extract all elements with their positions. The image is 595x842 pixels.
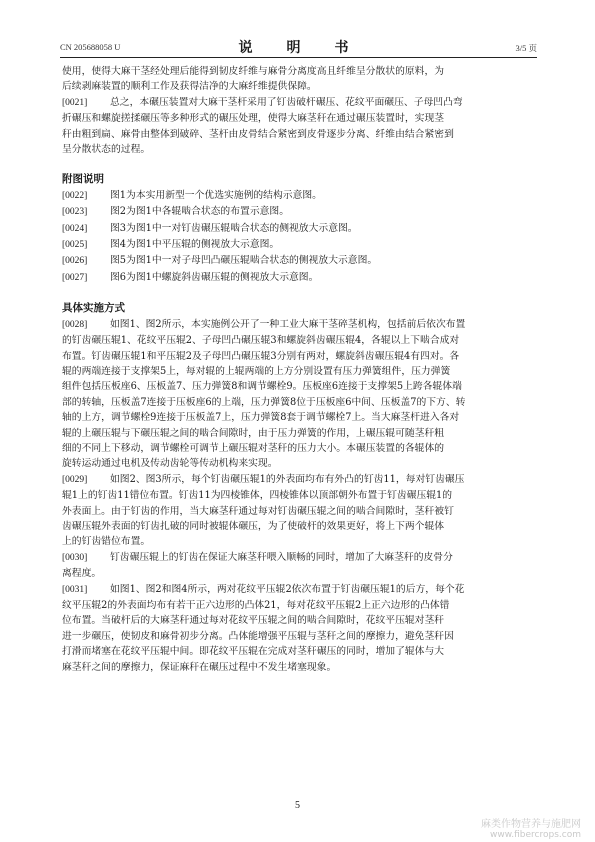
text-line: 上的钉齿错位布置。 [62, 536, 151, 548]
paragraph-text: 如图2、图3所示，每个钉齿碾压辊1的外表面均布有外凸的钉齿11，每对钉齿碾压 [110, 473, 465, 485]
paragraph-number: [0027] [62, 272, 88, 283]
document-body [62, 64, 537, 675]
paragraph-text: 如图1、图2和图4所示，两对花纹平压辊2依次布置于钉齿碾压辊1的后方，每个花 [110, 583, 465, 595]
text-line: 秆由粗到扁、麻骨由整体到破碎、茎杆由皮骨结合紧密到皮骨逐步分离、纤维由结合紧密到 [62, 128, 454, 140]
paragraph-line [62, 472, 537, 488]
paragraph-number: [0025] [62, 240, 88, 251]
text-line: 部的转轴，压板盖7连接于压板座6的上端，压力弹簧8位于压板座6中间、压板盖7的下方、转 [62, 396, 466, 408]
paragraph-line [62, 317, 537, 333]
text-line: 外表面上。由于钉齿的作用，当大麻茎秆通过每对钉齿碾压辊之间的啮合间隙时，茎秆被钉 [62, 505, 454, 517]
section-heading: 具体实施方式 [62, 302, 125, 315]
paragraph-line [62, 188, 537, 204]
paragraph-number: [0030] [62, 552, 88, 563]
text-line: 细的不同上下移动，调节螺栓可调节上碾压辊对茎秆的压力大小。本碾压装置的各辊体的 [62, 442, 445, 454]
text-line: 位布置。当破杆后的大麻茎秆通过每对花纹平压辊之间的啮合间隙时，花纹平压辊对茎秆 [62, 615, 445, 627]
text-line: 纹平压辊2的外表面均布有若干正六边形的凸体21，每对花纹平压辊2上正六边形的凸体错 [62, 600, 450, 611]
section-gap [62, 157, 537, 172]
paragraph-number: [0021] [62, 97, 88, 108]
paragraph-line [62, 253, 537, 269]
paragraph-number: [0031] [62, 584, 88, 595]
watermark-url: www.fibercrops.com [490, 830, 581, 840]
paragraph-line [62, 582, 537, 598]
page-header [60, 40, 537, 54]
paragraph-number: [0022] [62, 190, 88, 201]
watermark [481, 819, 581, 841]
text-line: 麻茎秆之间的摩擦力，保证麻秆在碾压过程中不发生堵塞现象。 [62, 661, 337, 673]
paragraph-text: 图4为图1中平压辊的侧视放大示意图。 [110, 239, 280, 251]
text-line: 使用，使得大麻干茎经处理后能得到韧皮纤维与麻骨分离度高且纤维呈分散状的原料，为 [62, 66, 445, 77]
text-line: 轴的上方，调节螺栓9连接于压板盖7上，压力弹簧8套于调节螺栓7上。当大麻茎杆进入各对 [62, 412, 460, 424]
paragraph-line [62, 550, 537, 566]
text-line: 旋转运动通过电机及传动齿轮等传动机构来实现。 [62, 458, 278, 470]
text-line: 的钉齿碾压辊1、花纹平压辊2、子母凹凸碾压辊3和螺旋斜齿碾压辊4，各辊以上下啮合成对 [62, 335, 460, 347]
paragraph-text: 图6为图1中螺旋斜齿碾压辊的侧视放大示意图。 [110, 271, 319, 283]
paragraph-line [62, 221, 537, 237]
text-line: 布置。钉齿碾压辊1和平压辊2及子母凹凸碾压辊3分别有两对，螺旋斜齿碾压辊4有四对。各 [62, 350, 460, 362]
text-line: 离程度。 [62, 568, 102, 580]
watermark-site-name: 麻类作物营养与施肥网 [481, 819, 581, 830]
text-line: 进一步碾压，使韧皮和麻骨初步分离。凸体能增强平压辊与茎秆之间的摩擦力，避免茎秆因 [62, 630, 454, 642]
paragraph-line [62, 270, 537, 286]
page-indicator: 3/5 页 [515, 43, 537, 53]
paragraph-text: 如图1、图2所示，本实施例公开了一种工业大麻干茎碎茎机构，包括前后依次布置 [110, 318, 466, 330]
paragraph-line [62, 95, 537, 111]
paragraph-text: 图2为图1中各辊啮合状态的布置示意图。 [110, 206, 290, 218]
paragraph-text: 图1为本实用新型一个优选实施例的结构示意图。 [110, 189, 322, 201]
paragraph-line [62, 204, 537, 220]
paragraph-number: [0026] [62, 256, 88, 267]
text-line: 后续剥麻装置的顺利工作及获得洁净的大麻纤维提供保障。 [62, 81, 317, 93]
text-line: 辊的两端连接于支撑架5上，每对辊的上辊两端的上方分别设置有压力弹簧组件，压力弹簧 [62, 365, 451, 377]
text-line: 组件包括压板座6、压板盖7、压力弹簧8和调节螺栓9。压板座6连接于支撑架5上跨各辊体端 [62, 381, 462, 393]
paragraph-number: [0029] [62, 474, 88, 485]
text-line: 打滑而堵塞在花纹平压辊中间。即花纹平压辊在完成对茎秆碾压的同时，增加了辊体与大 [62, 646, 445, 658]
text-line: 折碾压和螺旋搓揉碾压等多种形式的碾压处理，使得大麻茎秆在通过碾压装置时，实现茎 [62, 113, 445, 125]
document-title: 说 明 书 [238, 40, 359, 56]
paragraph-number: [0028] [62, 319, 88, 330]
paragraph-line [62, 237, 537, 253]
paragraph-text: 图3为图1中一对钉齿碾压辊啮合状态的侧视放大示意图。 [110, 222, 358, 234]
paragraph-number: [0023] [62, 207, 88, 218]
page-number: 5 [295, 800, 300, 811]
section-heading: 附图说明 [62, 173, 104, 186]
paragraph-number: [0024] [62, 223, 88, 234]
text-line: 齿碾压辊外表面的钉齿扎破的同时被辊体碾压，为了使破杆的效果更好，将上下两个辊体 [62, 520, 445, 532]
header-divider [60, 57, 537, 58]
text-line: 呈分散状态的过程。 [62, 144, 151, 156]
text-line: 辊的上碾压辊与下碾压辊之间的啮合间隙时，由于压力弹簧的作用，上碾压辊可随茎秆粗 [62, 427, 445, 439]
text-line: 辊1上的钉齿11错位布置。钉齿11为四棱锥体，四棱锥体以顶部朝外布置于钉齿碾压辊1的 [62, 490, 453, 502]
patent-number: CN 205688058 U [60, 42, 121, 52]
paragraph-text: 总之，本碾压装置对大麻干茎杆采用了钉齿破杆碾压、花纹平面碾压、子母凹凸弯 [110, 96, 463, 108]
paragraph-text: 钉齿碾压辊上的钉齿在保证大麻茎秆喂入顺畅的同时，增加了大麻茎秆的皮骨分 [110, 551, 453, 563]
paragraph-text: 图5为图1中一对子母凹凸碾压辊啮合状态的侧视放大示意图。 [110, 255, 378, 267]
section-gap [62, 286, 537, 301]
